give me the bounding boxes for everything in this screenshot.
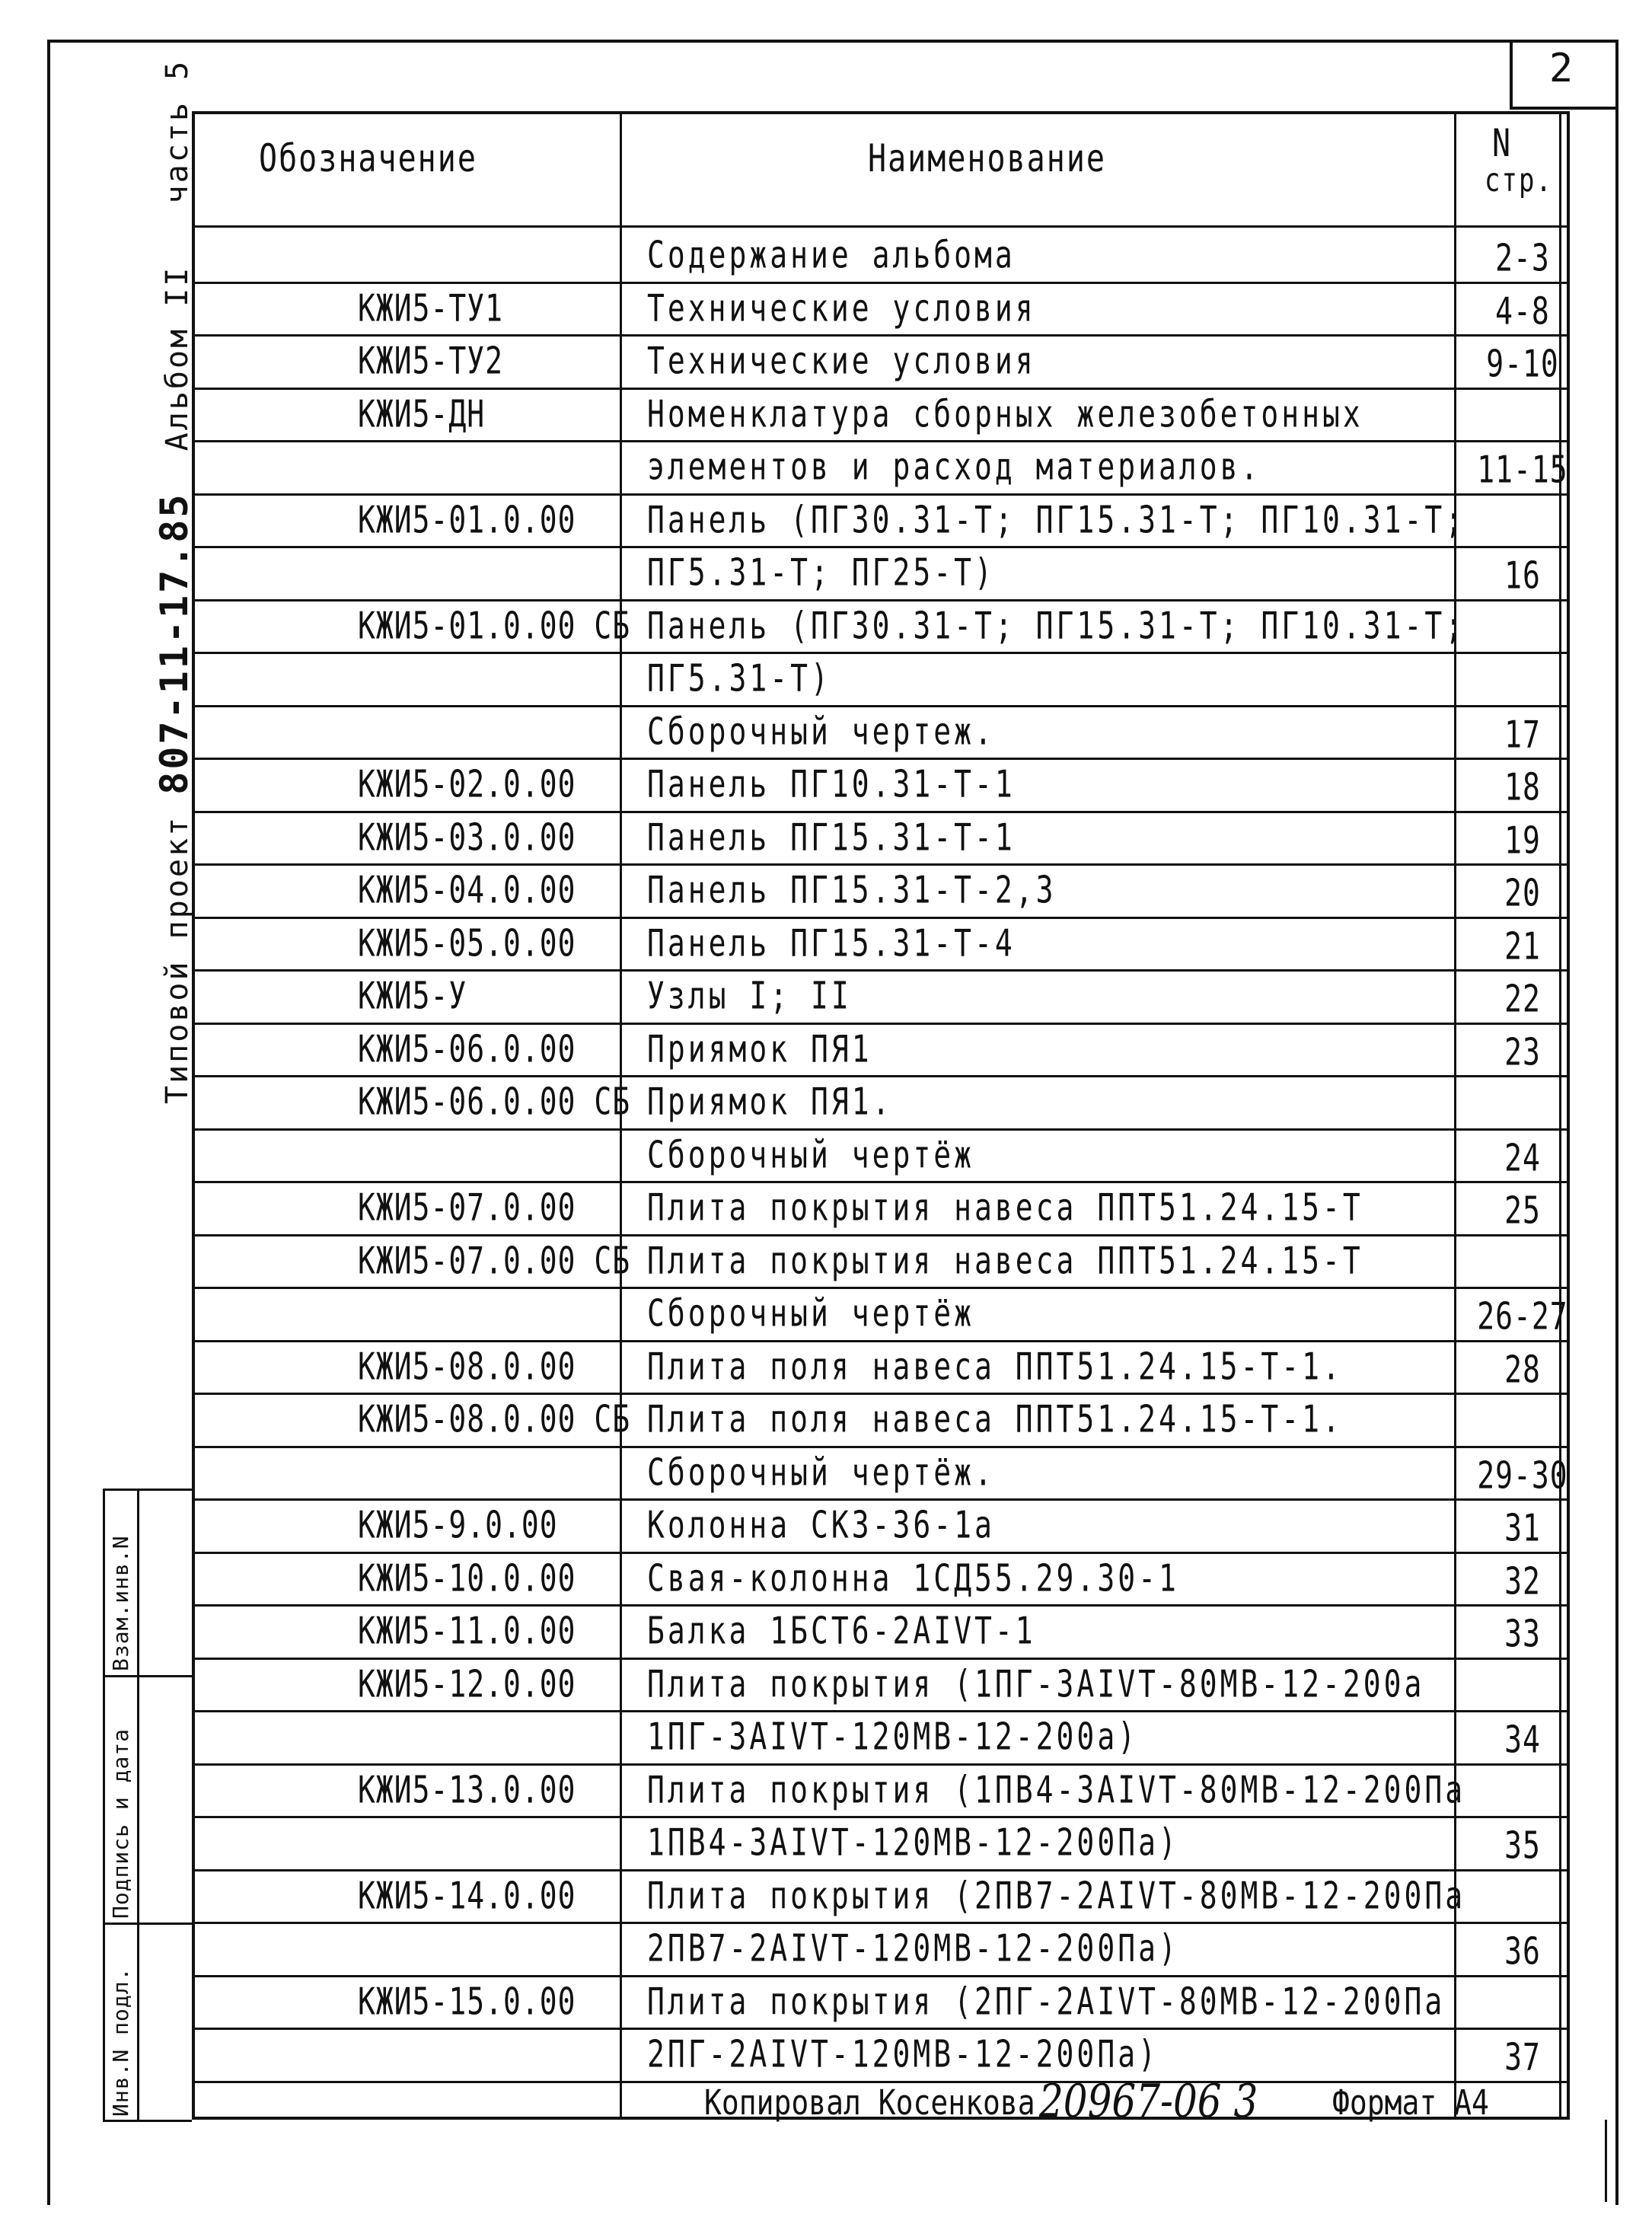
row-code: КЖИ5-02.0.00	[358, 762, 576, 806]
row-code: КЖИ5-10.0.00	[358, 1556, 576, 1600]
row-page: 28	[1504, 1347, 1541, 1391]
row-page: 31	[1504, 1506, 1541, 1550]
side-project-label: Типовой проект 807-11-17.85 Альбом II часть 5	[152, 59, 196, 1104]
row-page: 19	[1504, 818, 1541, 862]
row-name: 1ПВ4-3АIVТ-120МВ-12-200Па)	[647, 1820, 1179, 1865]
row-name: ПГ5.31-Т)	[647, 656, 831, 700]
row-divider	[192, 599, 1570, 601]
row-name: Сборочный чертеж.	[647, 709, 995, 753]
stamp-line-4	[103, 2120, 192, 2122]
row-name: Номенклатура сборных железобетонных	[647, 391, 1363, 436]
row-code: КЖИ5-ТУ1	[358, 286, 504, 330]
row-name: Плита поля навеса ППТ51.24.15-Т-1.	[647, 1344, 1343, 1388]
row-divider	[192, 1922, 1570, 1924]
row-name: Панель ПГ15.31-Т-1	[647, 815, 1016, 859]
row-page: 32	[1504, 1559, 1541, 1603]
row-code: КЖИ5-13.0.00	[358, 1767, 576, 1811]
row-page: 22	[1504, 977, 1541, 1021]
row-divider	[192, 1975, 1570, 1977]
stamp-inner-border	[137, 1489, 139, 2120]
row-page: 18	[1504, 765, 1541, 809]
row-code: КЖИ5-01.0.00	[358, 497, 576, 541]
row-page: 26-27	[1477, 1294, 1568, 1339]
row-divider	[192, 282, 1570, 284]
row-code: КЖИ5-06.0.00 СБ	[358, 1080, 631, 1124]
row-code: КЖИ5-11.0.00	[358, 1609, 576, 1653]
row-name: Плита покрытия навеса ППТ51.24.15-Т	[647, 1238, 1363, 1282]
row-code: КЖИ5-07.0.00	[358, 1185, 576, 1230]
col-divider-3	[1559, 111, 1561, 2120]
row-name: Плита поля навеса ППТ51.24.15-Т-1.	[647, 1397, 1343, 1441]
stamp-line-3	[103, 1923, 192, 1925]
row-divider	[192, 493, 1570, 496]
stamp-cell-1: Взам.инв.N	[108, 1535, 133, 1671]
row-divider	[192, 1498, 1570, 1501]
row-divider	[192, 1816, 1570, 1818]
row-page: 17	[1504, 712, 1541, 756]
header-designation: Обозначение	[259, 137, 477, 181]
row-code: КЖИ5-03.0.00	[358, 815, 576, 859]
row-name: Панель ПГ10.31-Т-1	[647, 762, 1016, 806]
row-divider	[192, 969, 1570, 972]
row-divider	[192, 334, 1570, 337]
row-name: Технические условия	[647, 339, 1036, 383]
row-page: 29-30	[1477, 1453, 1568, 1497]
row-code: КЖИ5-ДН	[358, 391, 486, 436]
col-divider-2	[1454, 111, 1456, 2120]
row-page: 35	[1504, 1824, 1541, 1868]
row-page: 11-15	[1477, 448, 1568, 492]
row-name: Технические условия	[647, 286, 1036, 330]
row-page: 33	[1504, 1612, 1541, 1656]
row-divider	[192, 863, 1570, 866]
stamp-cell-2: Подпись и дата	[108, 1728, 133, 1919]
row-code: КЖИ5-15.0.00	[358, 1979, 576, 2023]
stamp-line-1	[103, 1489, 192, 1491]
row-divider	[192, 811, 1570, 813]
row-page: 24	[1504, 1135, 1541, 1179]
row-code: КЖИ5-14.0.00	[358, 1873, 576, 1917]
row-code: КЖИ5-01.0.00 СБ	[358, 603, 631, 647]
row-code: КЖИ5-08.0.00	[358, 1344, 576, 1388]
row-divider	[192, 1393, 1570, 1395]
row-name: Приямок ПЯ1.	[647, 1080, 893, 1124]
row-divider	[192, 1658, 1570, 1660]
stamp-cell-3: Инв.N подл.	[108, 1967, 133, 2117]
row-code: КЖИ5-05.0.00	[358, 921, 576, 965]
row-code: КЖИ5-08.0.00 СБ	[358, 1397, 631, 1441]
row-name: Плита покрытия (1ПВ4-3АIVТ-80МВ-12-200Па	[647, 1767, 1466, 1811]
row-divider	[192, 440, 1570, 442]
row-divider	[192, 1710, 1570, 1712]
row-divider	[192, 1128, 1570, 1131]
row-page: 23	[1504, 1029, 1541, 1074]
row-name: Балка 1БСТ6-2АIVТ-1	[647, 1609, 1036, 1653]
header-divider	[192, 225, 1570, 228]
row-name: Плита покрытия (2ПВ7-2АIVТ-80МВ-12-200Па	[647, 1873, 1466, 1917]
row-name: Панель (ПГ30.31-Т; ПГ15.31-Т; ПГ10.31-Т;	[647, 497, 1466, 541]
row-page: 37	[1504, 2035, 1541, 2079]
row-page: 36	[1504, 1929, 1541, 1974]
row-name: Панель ПГ15.31-Т-2,3	[647, 868, 1057, 912]
row-name: Содержание альбома	[647, 233, 1016, 277]
footer-number: 20967-06 3	[1039, 2075, 1258, 2128]
row-name: Плита покрытия навеса ППТ51.24.15-Т	[647, 1185, 1363, 1230]
row-page: 4-8	[1495, 289, 1550, 333]
row-page: 2-3	[1495, 236, 1550, 280]
row-page: 9-10	[1486, 342, 1559, 386]
row-code: КЖИ5-06.0.00	[358, 1026, 576, 1071]
row-divider	[192, 388, 1570, 390]
row-code: КЖИ5-9.0.00	[358, 1503, 558, 1547]
footer-copied: Копировал Косенкова	[704, 2082, 1035, 2123]
row-divider	[192, 1075, 1570, 1077]
row-name: Плита покрытия (2ПГ-2АIVТ-80МВ-12-200Па	[647, 1979, 1446, 2023]
row-name: ПГ5.31-Т; ПГ25-Т)	[647, 550, 995, 595]
header-name: Наименование	[868, 137, 1106, 181]
row-name: Колонна СК3-36-1а	[647, 1503, 995, 1547]
row-page: 16	[1504, 554, 1541, 598]
row-divider	[192, 1552, 1570, 1554]
row-name: Сборочный чертёж	[647, 1132, 975, 1176]
row-divider	[192, 917, 1570, 919]
sheet-right-edge	[1605, 2120, 1607, 2202]
stamp-left-border	[103, 1489, 105, 2120]
stamp-line-2	[103, 1675, 192, 1677]
page-number: 2	[1548, 46, 1574, 91]
row-name: 1ПГ-3АIVТ-120МВ-12-200а)	[647, 1715, 1139, 1759]
row-divider	[192, 1869, 1570, 1871]
row-name: Сборочный чертёж	[647, 1291, 975, 1335]
row-name: 2ПВ7-2АIVТ-120МВ-12-200Па)	[647, 1926, 1179, 1970]
row-page: 20	[1504, 871, 1541, 915]
row-divider	[192, 546, 1570, 548]
row-divider	[192, 705, 1570, 707]
footer-format: Формат А4	[1332, 2082, 1489, 2123]
row-divider	[192, 2028, 1570, 2030]
row-name: 2ПГ-2АIVТ-120МВ-12-200Па)	[647, 2032, 1159, 2076]
row-code: КЖИ5-ТУ2	[358, 339, 504, 383]
row-divider	[192, 1340, 1570, 1342]
row-divider	[192, 652, 1570, 654]
row-name: Сборочный чертёж.	[647, 1450, 995, 1494]
row-code: КЖИ5-У	[358, 974, 467, 1018]
row-name: Свая-колонна 1СД55.29.30-1	[647, 1556, 1179, 1600]
row-page: 21	[1504, 924, 1541, 968]
row-name: Приямок ПЯ1	[647, 1026, 872, 1071]
row-code: КЖИ5-07.0.00 СБ	[358, 1238, 631, 1282]
row-name: Панель (ПГ30.31-Т; ПГ15.31-Т; ПГ10.31-Т;	[647, 603, 1466, 647]
header-page-sub: стр.	[1485, 161, 1553, 199]
row-page: 34	[1504, 1718, 1541, 1762]
row-divider	[192, 1234, 1570, 1236]
row-divider	[192, 1023, 1570, 1025]
row-divider	[192, 758, 1570, 760]
row-divider	[192, 1181, 1570, 1183]
row-code: КЖИ5-12.0.00	[358, 1661, 576, 1706]
row-divider	[192, 1446, 1570, 1448]
row-divider	[192, 1763, 1570, 1766]
row-name: Узлы I; II	[647, 974, 852, 1018]
row-name: элементов и расход материалов.	[647, 445, 1261, 489]
header-page-no: N	[1492, 122, 1513, 166]
row-code: КЖИ5-04.0.00	[358, 868, 576, 912]
row-name: Панель ПГ15.31-Т-4	[647, 921, 1016, 965]
row-divider	[192, 1287, 1570, 1289]
row-divider	[192, 1604, 1570, 1607]
row-name: Плита покрытия (1ПГ-3АIVТ-80МВ-12-200а	[647, 1661, 1425, 1706]
row-page: 25	[1504, 1189, 1541, 1233]
